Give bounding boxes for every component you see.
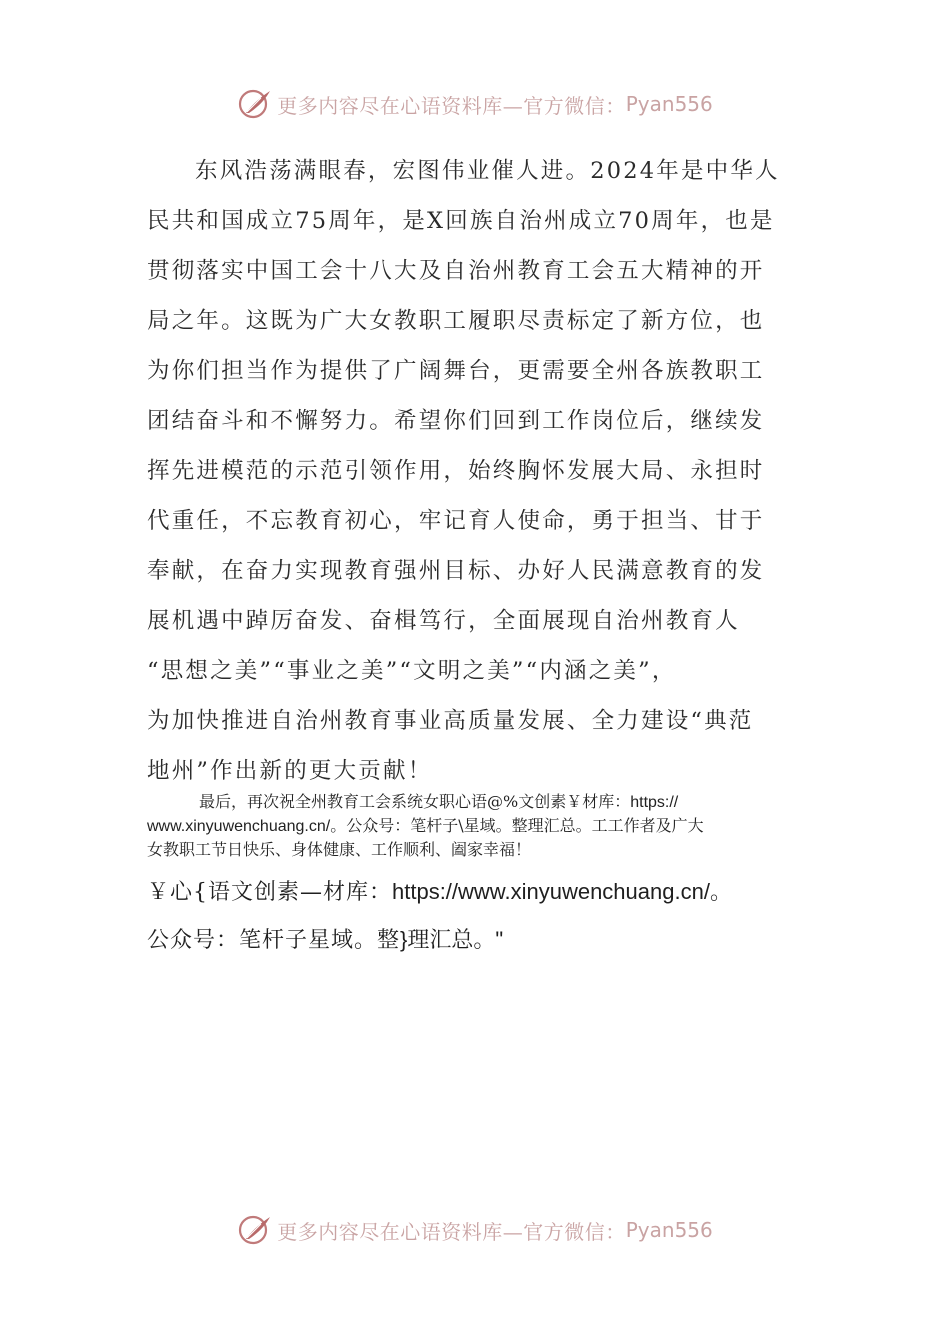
paragraph-line: 为你们担当作为提供了广阔舞台，更需要全州各族教职工 bbox=[147, 358, 765, 384]
banner-wechat-id: Pyan556 bbox=[625, 1218, 713, 1242]
promo-line bbox=[147, 916, 827, 964]
paragraph-line: 团结奋斗和不懈努力。希望你们回到工作岗位后，继续发 bbox=[147, 408, 765, 434]
paragraph-line: 东风浩荡满眼春，宏图伟业催人进。2024年是中华人 bbox=[195, 158, 780, 184]
closing-line1-text: 最后，再次祝全州教育工会系统女职心语@%文创素￥材库： bbox=[199, 792, 631, 811]
banner-text: 更多内容尽在心语资料库—官方微信： bbox=[277, 93, 626, 118]
closing-line2-url: www.xinyuwenchuang.cn/ bbox=[147, 818, 331, 835]
paragraph-line: 展机遇中踔厉奋发、奋楫笃行，全面展现自治州教育人 bbox=[147, 608, 740, 634]
banner-text: 更多内容尽在心语资料库—官方微信： bbox=[277, 1219, 626, 1244]
promo-line2-suffix: }理汇总。" bbox=[400, 927, 504, 952]
closing-line bbox=[147, 814, 807, 838]
closing-line bbox=[147, 790, 807, 814]
closing-line1-url: https:// bbox=[630, 794, 679, 811]
paragraph-line: “思想之美”“事业之美”“文明之美”“内涵之美”， bbox=[147, 658, 677, 684]
quill-pen-logo-icon bbox=[237, 86, 273, 122]
inserted-promo-text bbox=[147, 868, 827, 964]
closing-line: 女教职工节日快乐、身体健康、工作顺利、阖家幸福！ bbox=[147, 840, 532, 859]
promo-line1-suffix: 。 bbox=[709, 880, 733, 905]
closing-paragraph bbox=[147, 790, 807, 862]
paragraph-line: 地州”作出新的更大贡献！ bbox=[147, 758, 433, 784]
banner-wechat-id: Pyan556 bbox=[625, 92, 713, 116]
paragraph-line: 局之年。这既为广大女教职工履职尽责标定了新方位，也 bbox=[147, 308, 765, 334]
promo-line2-prefix: 公众号：笔杆子星域。整 bbox=[147, 928, 401, 953]
closing-line2-text: 。公众号：笔杆子\星域。整理汇总。工工作者及广大 bbox=[330, 816, 704, 835]
paragraph-line: 贯彻落实中国工会十八大及自治州教育工会五大精神的开 bbox=[147, 258, 765, 284]
paragraph-line: 为加快推进自治州教育事业高质量发展、全力建设“典范 bbox=[147, 708, 754, 734]
paragraph-line: 挥先进模范的示范引领作用，始终胸怀发展大局、永担时 bbox=[147, 458, 765, 484]
header-banner bbox=[0, 82, 950, 126]
promo-line1-prefix: ￥心{语文创素—材库： bbox=[147, 880, 392, 905]
quill-pen-logo-icon bbox=[237, 1212, 273, 1248]
paragraph-line: 民共和国成立75周年，是X回族自治州成立70周年，也是 bbox=[147, 208, 775, 234]
main-paragraph bbox=[147, 146, 805, 796]
promo-line1-url: https://www.xinyuwenchuang.cn/ bbox=[392, 879, 710, 904]
promo-line bbox=[147, 868, 827, 916]
footer-banner bbox=[0, 1208, 950, 1252]
paragraph-line: 代重任，不忘教育初心，牢记育人使命，勇于担当、甘于 bbox=[147, 508, 765, 534]
paragraph-line: 奉献，在奋力实现教育强州目标、办好人民满意教育的发 bbox=[147, 558, 765, 584]
